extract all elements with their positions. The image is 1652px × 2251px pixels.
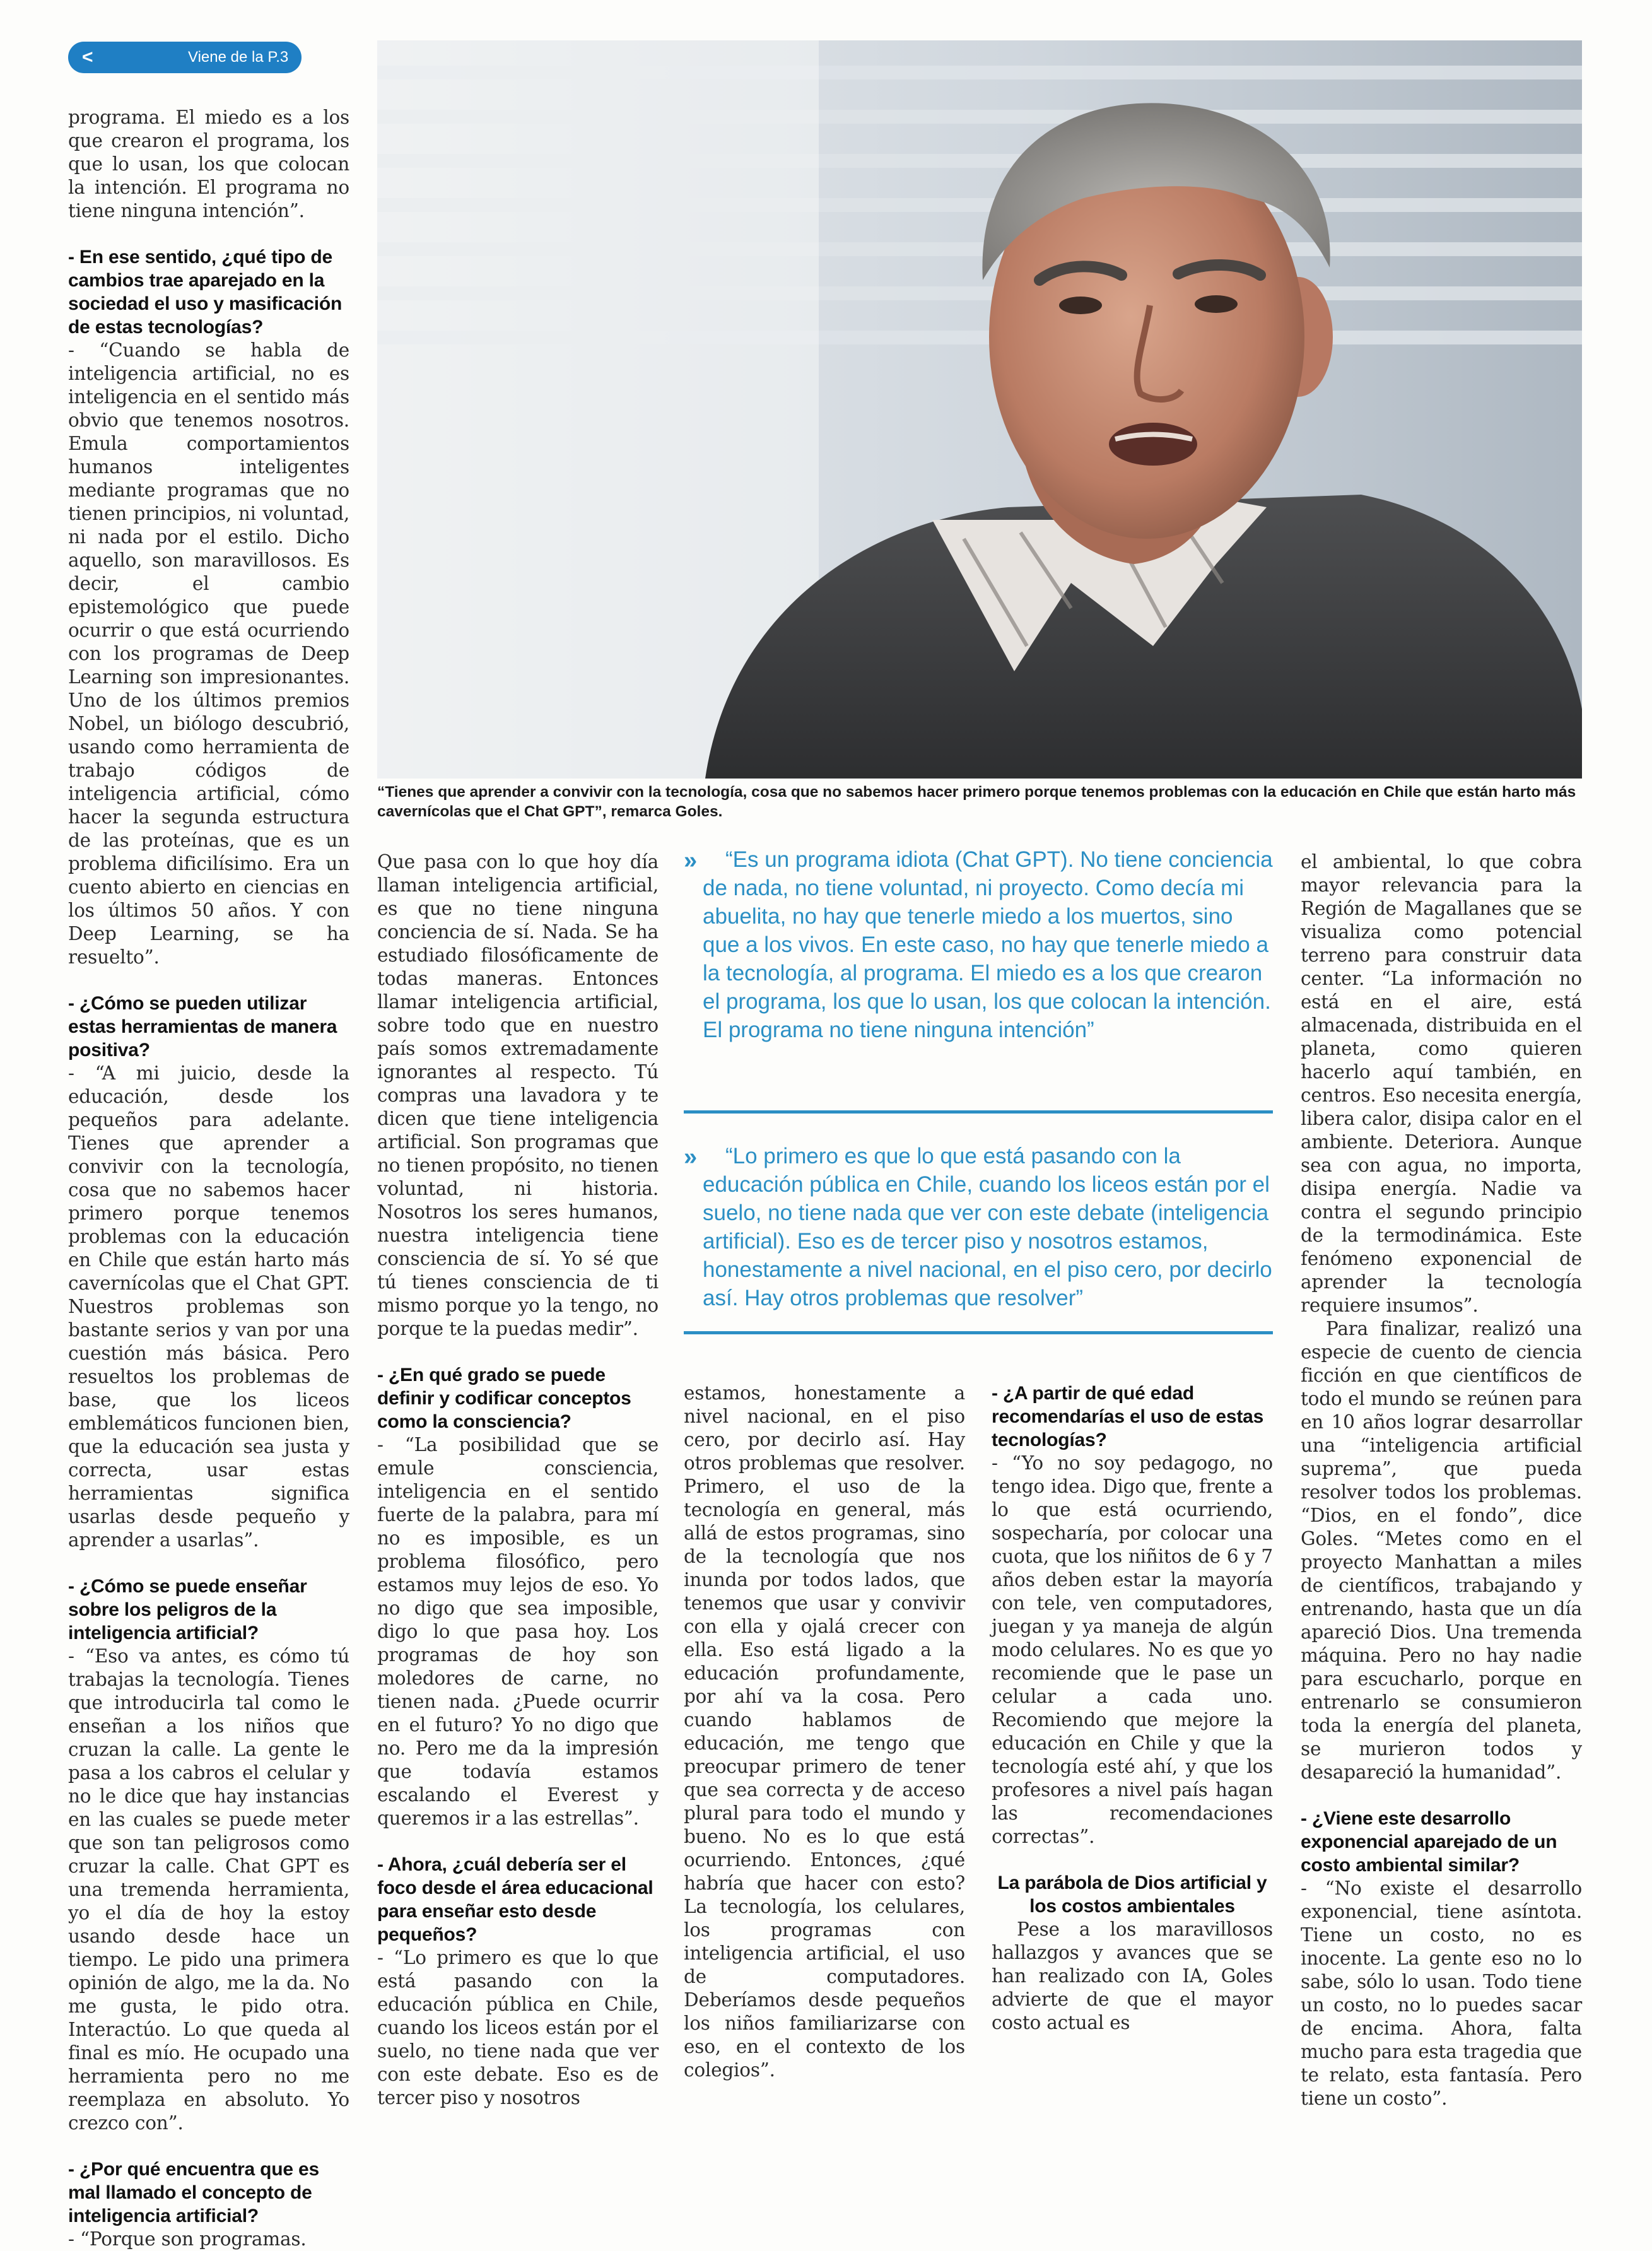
divider [684, 1110, 1273, 1114]
banner-label: Viene de la P.3 [188, 49, 289, 66]
interview-question: - ¿Cómo se pueden utilizar estas herramientas de manera positiva? [68, 993, 337, 1061]
pull-quote [684, 1142, 1273, 1337]
article-paragraph: Para finalizar, realizó una especie de cuento de ciencia ficción en que científicos de todo el mundo se reúnen para en 10 años lograr desarrollar una “inteligencia artificial suprema”, que pueda resolver todos los problemas. “Dios, en el fondo”, dice Goles. “Metes como en el proyecto Manhattan a miles de científicos, trabajando y entrenando, hasta que un día apareció Dios. Una tremenda máquina. Pero no hay nadie para escucharlo, porque en entrenarlo se consumieron toda la energía del planeta, se murieron todos y desapareció la humanidad”. [1301, 1318, 1582, 1783]
interview-question: - ¿Por qué encuentra que es mal llamado el concepto de inteligencia artificial? [68, 2159, 320, 2226]
article-column-1 [68, 106, 349, 2251]
article-paragraph: - “Eso va antes, es cómo tú trabajas la tecnología. Tienes que introducirla tal como le enseñan a los niños que cruzan la calle. La gente le pasa a los cabros el celular y no le dice que hay instancias en las cuales se puede meter que son tan peligrosos como cruzar la calle. Chat GPT es una tremenda herramienta, yo el día de hoy la estoy usando desde hace un tiempo. Le pido una primera opinión de algo, me la da. No me gusta, le pido otra. Interactúo. Lo que queda al final es mío. He ocupado una herramienta pero no me reemplaza en absoluto. Yo crezco con”. [68, 1645, 349, 2134]
section-subheading: La parábola de Dios artificial y los costos ambientales [997, 1872, 1267, 1917]
interview-question: - ¿A partir de qué edad recomendarías el uso de estas tecnologías? [992, 1383, 1264, 1450]
interview-photo [377, 40, 1582, 779]
article-paragraph: - “Yo no soy pedagogo, no tengo idea. Digo que, frente a lo que está ocurriendo, sospecharía, por colocar una cuota, que los niñitos de 6 y 7 años deben estar la mayoría con tele, ven computadores, juegan y ya maneja de algún modo celulares. No es que yo recomiende que le pase un celular a cada uno. Recomiendo que mejore la educación en Chile y que la tecnología esté ahí, y que los profesores a nivel país hagan las recomendaciones correctas”. [992, 1452, 1273, 1847]
double-chevron-icon: » [684, 847, 693, 874]
divider [684, 1331, 1273, 1334]
interview-question: - ¿Cómo se puede enseñar sobre los peligros de la inteligencia artificial? [68, 1576, 307, 1643]
article-paragraph: Que pasa con lo que hoy día llaman inteligencia artificial, es que no tiene ninguna conciencia de sí. Nada. Se ha estudiado filosóficamente de todas maneras. Entonces llamar inteligencia artificial, sobre todo que en nuestro país somos extremadamente ignorantes al respecto. Tú compras una lavadora y te dicen que tiene inteligencia artificial. Son programas que no tienen propósito, no tienen voluntad, ni historia. Nosotros los seres humanos, nuestra inteligencia tiene consciencia de sí. Yo sé que tú tienes consciencia de ti mismo porque yo la tengo, no porque te la puedas medir”. [377, 851, 659, 1339]
pull-quote [684, 845, 1273, 1120]
article-column-3 [684, 1382, 965, 2082]
article-paragraph: - “Porque son programas. [68, 2228, 307, 2250]
article-paragraph: Pese a los maravillosos hallazgos y avances que se han realizado con IA, Goles advierte de que el mayor costo actual es [992, 1919, 1273, 2033]
article-paragraph: estamos, honestamente a nivel nacional, en el piso cero, por decirlo así. Hay otros problemas que resolver. Primero, el uso de la tecnología en general, más allá de estos programas, sino de la tecnología que nos inunda por todos lados, que tenemos que usar y convivir con ella y ojalá crecer con ella. Eso está ligado a la educación profundamente, por ahí va la cosa. Pero cuando hablamos de educación, me tengo que preocupar primero de tener que sea correcta y de acceso plural para todo el mundo y bueno. No es lo que está ocurriendo. Entonces, ¿qué habría que hacer con esto? La tecnología, los celulares, los programas con inteligencia artificial, el uso de computadores. Deberíamos desde pequeños los niños familiarizarse con eso, en el contexto de los colegios”. [684, 1382, 965, 2081]
article-paragraph: - “La posibilidad que se emule consciencia, inteligencia en el sentido fuerte de la palabra, para mí no es imposible, es un problema filosófico, pero estamos muy lejos de eso. Yo no digo que sea imposible, digo lo que pasa hoy. Los programas de hoy son moledores de carne, no tienen nada. ¿Puede ocurrir en el futuro? Yo no digo que no. Pero me da la impresión que todavía estamos escalando el Everest y queremos ir a las estrellas”. [377, 1434, 659, 1829]
interview-question: - ¿Viene este desarrollo exponencial aparejado de un costo ambiental similar? [1301, 1808, 1557, 1876]
photo-caption: “Tienes que aprender a convivir con la tecnología, cosa que no sabemos hacer primero porque tenemos problemas con la educación en Chile que están harto más cavernícolas que el Chat GPT”, remarca Goles. [377, 784, 1576, 820]
double-chevron-icon: » [684, 1144, 693, 1170]
pull-quote-text: “Lo primero es que lo que está pasando con la educación pública en Chile, cuando los liceos están por el suelo, no tiene nada que ver con este debate (inteligencia artificial). Eso es de tercer piso y nosotros estamos, honestamente a nivel nacional, en el piso cero, por decirlo así. Hay otros problemas que resolver” [703, 1144, 1272, 1310]
article-paragraph: programa. El miedo es a los que crearon el programa, los que lo usan, los que colocan la intención. El programa no tiene ninguna intención”. [68, 107, 349, 221]
article-column-2 [377, 850, 659, 2110]
article-paragraph: - “Cuando se habla de inteligencia artificial, no es inteligencia en el sentido más obvio que tenemos nosotros. Emula comportamientos humanos inteligentes mediante programas que no tienen principios, ni voluntad, ni nada por el estilo. Dicho aquello, son maravillosos. Es decir, el cambio epistemológico que puede ocurrir o que está ocurriendo con los programas de Deep Learning son impresionantes. Uno de los últimos premios Nobel, un biólogo descubrió, usando como herramienta de trabajo códigos de inteligencia artificial, cómo hacer la segunda estructura de las proteínas, que es un problema dificilísimo. Era un cuento abierto en ciencias en los últimos 50 años. Y con Deep Learning, se ha resuelto”. [68, 339, 349, 968]
portrait-illustration [377, 40, 1582, 779]
article-paragraph: - “Lo primero es que lo que está pasando con la educación pública en Chile, cuando los liceos están por el suelo, no tiene nada que ver con este debate. Eso es de tercer piso y nosotros [377, 1947, 659, 2108]
article-column-4 [992, 1382, 1273, 2035]
article-paragraph: el ambiental, lo que cobra mayor relevancia para la Región de Magallanes que se visualiza como potencial terreno para construir data center. “La información no está en el aire, está almacenada, distribuida en el planeta, como quieren hacerlo aquí también, en centros. Eso necesita energía, libera calor, disipa calor en el ambiente. Deteriora. Aunque sea con agua, no importa, disipa energía. Nadie va contra el segundo principio de la termodinámica. Este fenómeno exponencial de aprender la tecnología requiere insumos”. [1301, 851, 1582, 1316]
interview-question: - Ahora, ¿cuál debería ser el foco desde el área educacional para enseñar esto desde pequeños? [377, 1854, 653, 1945]
page-continuation-banner[interactable] [68, 42, 302, 73]
chevron-left-icon: < [82, 47, 93, 68]
interview-question: - En ese sentido, ¿qué tipo de cambios trae aparejado en la sociedad el uso y masificación de estas tecnologías? [68, 247, 343, 338]
article-paragraph: - “A mi juicio, desde la educación, desde los pequeños para adelante. Tienes que aprender a convivir con la tecnología, cosa que no sabemos hacer primero porque tenemos problemas con la educación en Chile que están harto más cavernícolas que el Chat GPT. Nuestros problemas son bastante serios y van por una cuestión más básica. Pero resueltos los problemas de base, que los liceos emblemáticos funcionen bien, que la educación sea justa y correcta, usar estas herramientas significa usarlas desde pequeño y aprender a usarlas”. [68, 1062, 349, 1551]
interview-question: - ¿En qué grado se puede definir y codificar conceptos como la consciencia? [377, 1365, 631, 1432]
pull-quote-text: “Es un programa idiota (Chat GPT). No tiene conciencia de nada, no tiene voluntad, ni proyecto. Como decía mi abuelita, no hay que tenerle miedo a los muertos, sino que a los vivos. En este caso, no hay que tenerle miedo a la tecnología, al programa. El miedo es a los que crearon el programa, los que lo usan, los que colocan la intención. El programa no tiene ninguna intención” [703, 847, 1273, 1042]
article-column-5 [1301, 850, 1582, 2110]
article-paragraph: - “No existe el desarrollo exponencial, tiene asíntota. Tiene un costo, no es inocente. La gente eso no lo sabe, sólo lo usan. Todo tiene un costo, no lo puedes sacar de encima. Ahora, falta mucho para esta tragedia que te relato, esta fantasía. Pero tiene un costo”. [1301, 1878, 1582, 2109]
